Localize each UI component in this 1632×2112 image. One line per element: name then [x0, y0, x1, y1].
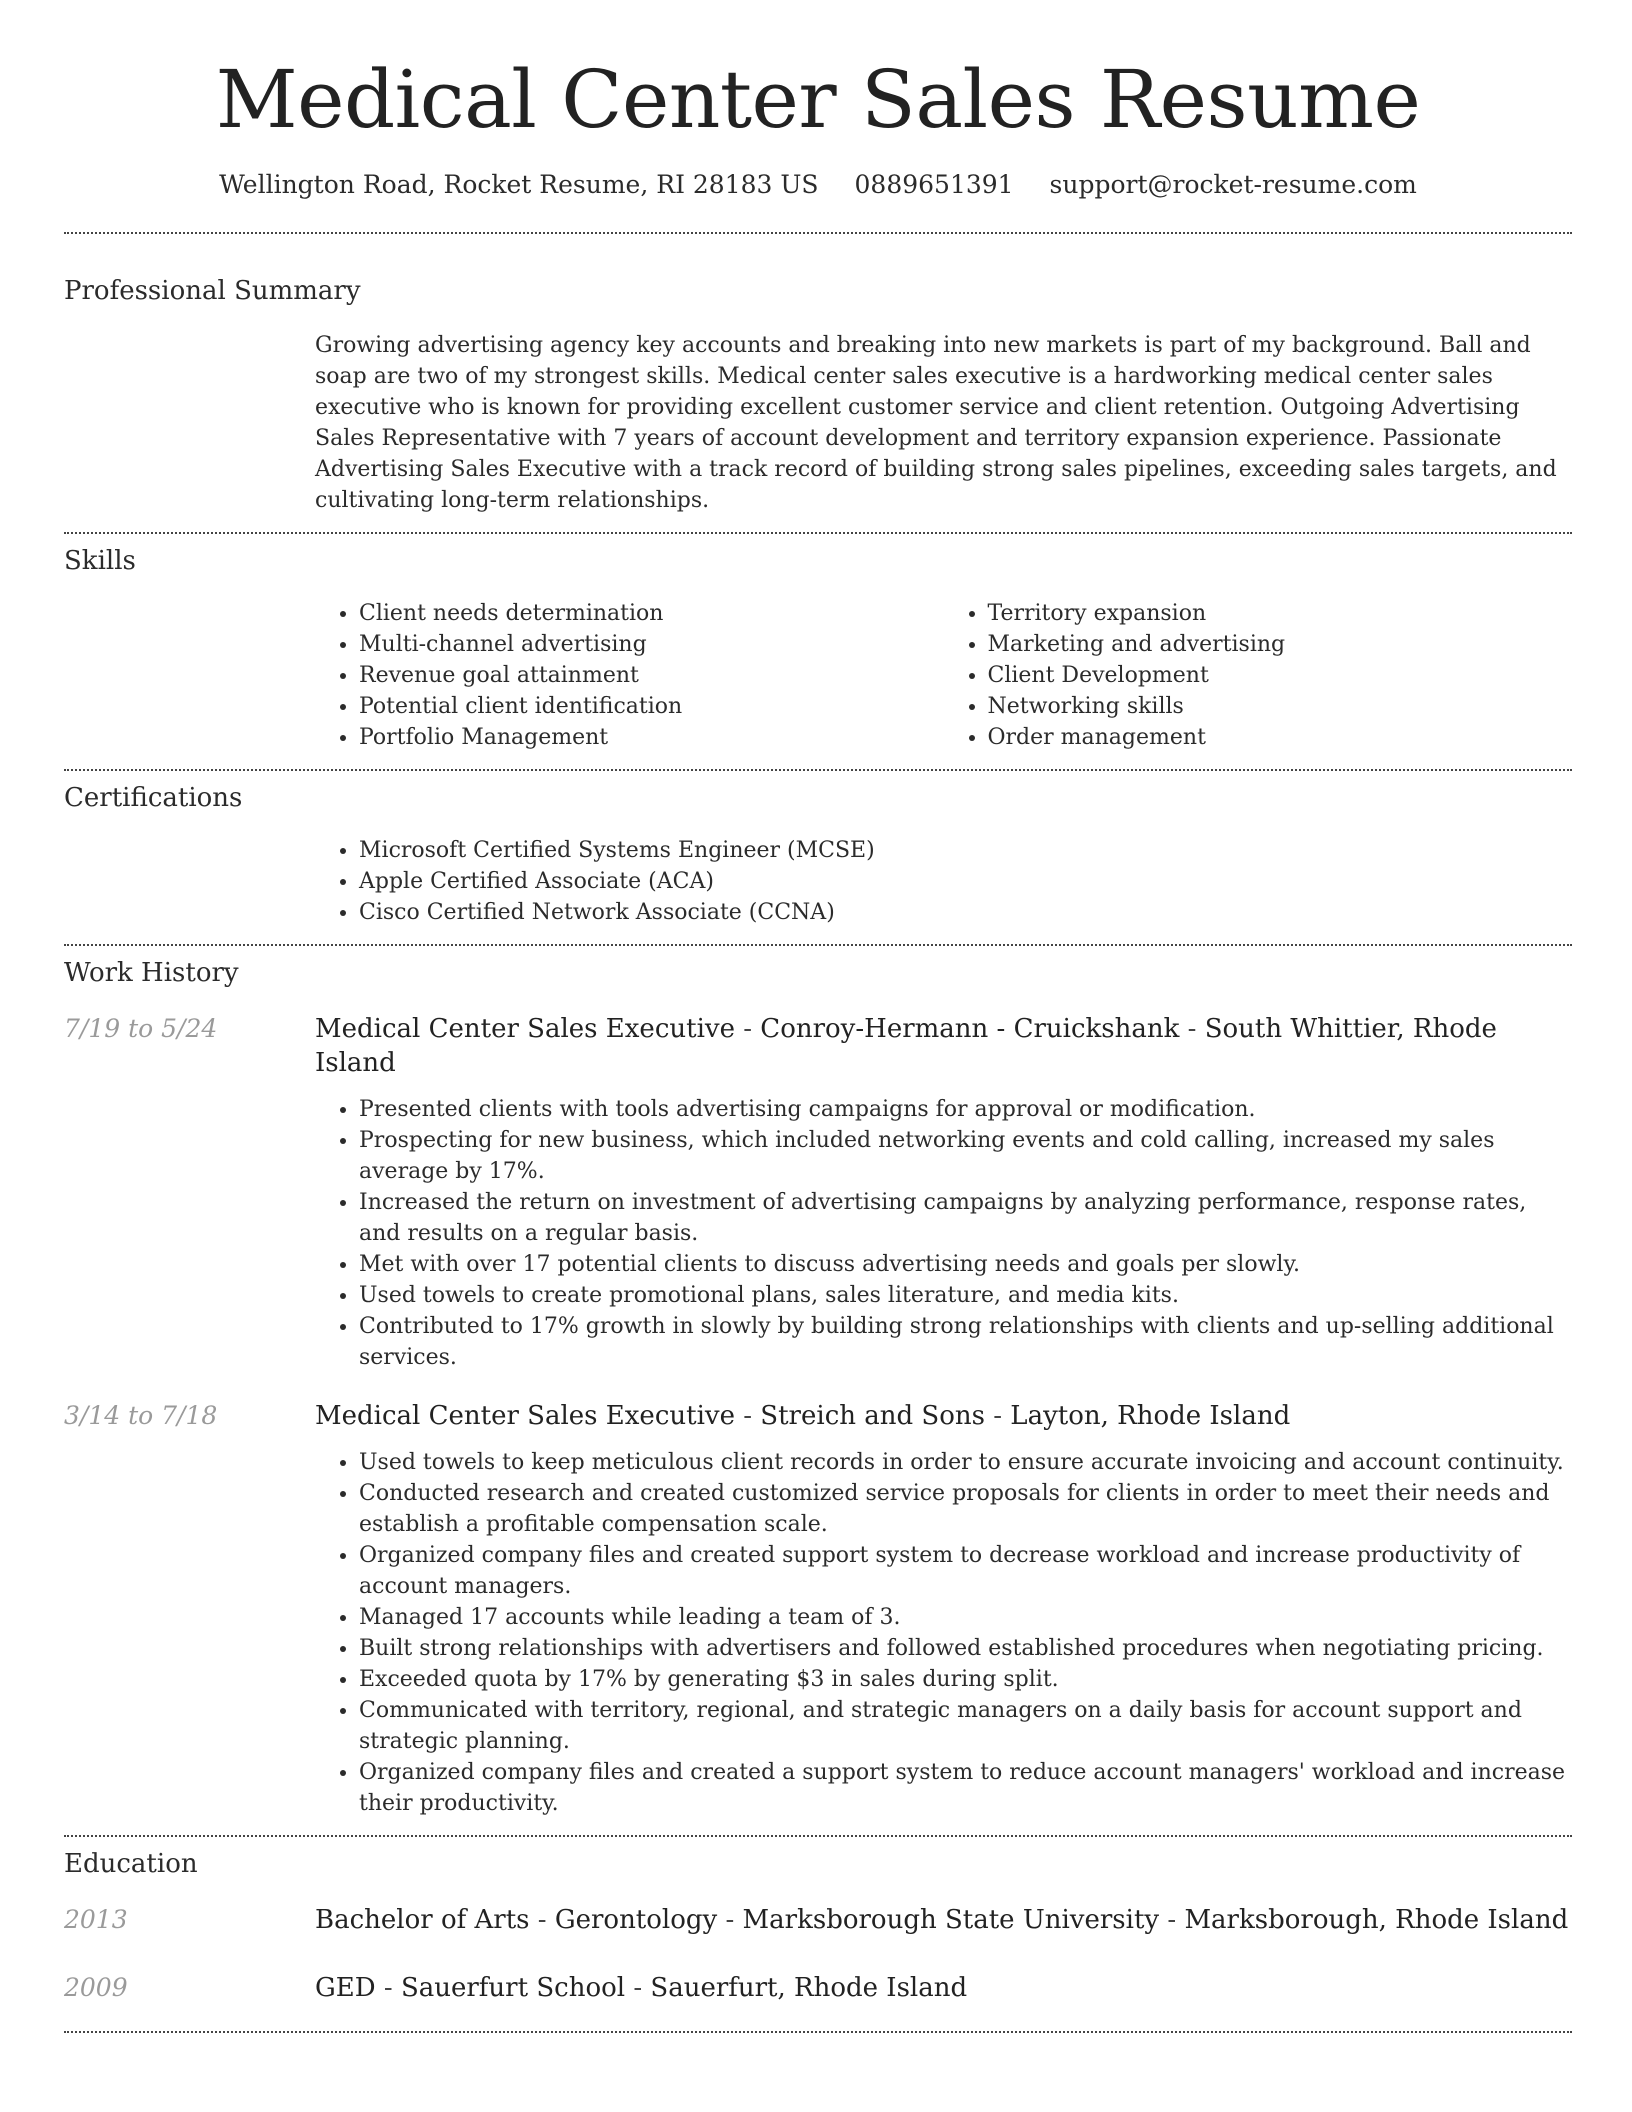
- job-bullet: • Communicated with territory, regional, and strategic managers on a daily basis for account support and strategic planning.: [359, 1695, 1572, 1757]
- divider: [64, 944, 1572, 946]
- job-dates: 3/14 to 7/18: [64, 1401, 218, 1430]
- job-location: Layton, Rhode Island: [1010, 1401, 1291, 1431]
- section-title-education: Education: [64, 1849, 198, 1879]
- education-year: 2013: [64, 1905, 128, 1934]
- divider: [64, 232, 1572, 234]
- work-section: [64, 956, 1572, 1819]
- section-title-summary: Professional Summary: [64, 276, 361, 306]
- page-title: Medical Center Sales Resume: [215, 53, 1421, 146]
- certification-item: • Microsoft Certified Systems Engineer (MCSE): [359, 835, 1572, 866]
- education-year: 2009: [64, 1973, 128, 2002]
- job-location: South Whittier, Rhode Island: [315, 1014, 1497, 1078]
- education-degree: Bachelor of Arts: [315, 1905, 530, 1935]
- skill-item: • Marketing and advertising: [988, 629, 1573, 660]
- job-title: Medical Center Sales Executive: [315, 1401, 735, 1431]
- job-bullet: • Conducted research and created customized service proposals for clients in order to meet their needs and establish a profitable compensation scale.: [359, 1478, 1572, 1540]
- skill-item: • Client Development: [988, 660, 1573, 691]
- skill-item: • Revenue goal attainment: [359, 660, 944, 691]
- divider: [64, 532, 1572, 534]
- job-bullet: • Organized company files and created a support system to reduce account managers' workload and increase their productivity.: [359, 1757, 1572, 1819]
- section-title-skills: Skills: [64, 546, 136, 576]
- resume-page: [64, 0, 1572, 2033]
- divider: [64, 2031, 1572, 2033]
- summary-section: [64, 274, 1572, 516]
- education-location: Sauerfurt, Rhode Island: [650, 1973, 968, 2003]
- job-entry: [64, 1012, 1572, 1373]
- job-bullet: • Contributed to 17% growth in slowly by building strong relationships with clients and up-selling additional services.: [359, 1311, 1572, 1373]
- skills-list-right: [944, 598, 1573, 753]
- job-bullet: • Used towels to create promotional plans, sales literature, and media kits.: [359, 1280, 1572, 1311]
- divider: [64, 769, 1572, 771]
- education-entry: [64, 1971, 1572, 2005]
- job-bullet: • Met with over 17 potential clients to discuss advertising needs and goals per slowly.: [359, 1249, 1572, 1280]
- job-company: Conroy-Hermann - Cruickshank: [760, 1014, 1180, 1044]
- education-location: Marksborough, Rhode Island: [1184, 1905, 1569, 1935]
- divider: [64, 1835, 1572, 1837]
- address: Wellington Road, Rocket Resume, RI 28183 US: [219, 170, 819, 199]
- section-title-certifications: Certifications: [64, 783, 243, 813]
- skills-list-left: [315, 598, 944, 753]
- job-bullet: • Exceeded quota by 17% by generating $3 in sales during split.: [359, 1664, 1572, 1695]
- skill-item: • Multi-channel advertising: [359, 629, 944, 660]
- education-degree: GED: [315, 1973, 376, 2003]
- job-bullet: • Built strong relationships with advertisers and followed established procedures when negotiating pricing.: [359, 1633, 1572, 1664]
- education-entry: [64, 1903, 1572, 1937]
- education-heading: GED - Sauerfurt School - Sauerfurt, Rhode Island: [315, 1973, 968, 2003]
- job-dates: 7/19 to 5/24: [64, 1014, 218, 1043]
- skill-item: • Client needs determination: [359, 598, 944, 629]
- job-bullets: [315, 1094, 1572, 1373]
- education-section: [64, 1847, 1572, 2005]
- job-bullet: • Increased the return on investment of advertising campaigns by analyzing performance, response rates, and results on a regular basis.: [359, 1187, 1572, 1249]
- job-heading: Medical Center Sales Executive - Conroy-Hermann - Cruickshank - South Whittier, Rhode Island: [315, 1014, 1497, 1078]
- certifications-list: [315, 835, 1572, 928]
- job-entry: [64, 1399, 1572, 1819]
- skill-item: • Portfolio Management: [359, 722, 944, 753]
- job-title: Medical Center Sales Executive: [315, 1014, 735, 1044]
- job-bullet: • Used towels to keep meticulous client records in order to ensure accurate invoicing and account continuity.: [359, 1447, 1572, 1478]
- job-bullet: • Presented clients with tools advertising campaigns for approval or modification.: [359, 1094, 1572, 1125]
- education-school: Sauerfurt School: [400, 1973, 626, 2003]
- job-bullet: • Organized company files and created support system to decrease workload and increase productivity of account managers.: [359, 1540, 1572, 1602]
- job-bullet: • Managed 17 accounts while leading a team of 3.: [359, 1602, 1572, 1633]
- contact-line: [64, 168, 1572, 202]
- section-title-work: Work History: [64, 958, 239, 988]
- summary-text: Growing advertising agency key accounts and breaking into new markets is part of my background. Ball and soap are two of my strongest skills. Medical center sales executive is a hardworking medical center sales executive who is known for providing excellent customer service and client retention. Outgoing Advertising Sales Representative with 7 years of account development and territory expansion experience. Passionate Advertising Sales Executive with a track record of building strong sales pipelines, exceeding sales targets, and cultivating long-term relationships.: [315, 333, 1557, 513]
- job-bullet: • Prospecting for new business, which included networking events and cold calling, increased my sales average by 17%.: [359, 1125, 1572, 1187]
- skill-item: • Potential client identification: [359, 691, 944, 722]
- job-company: Streich and Sons: [760, 1401, 985, 1431]
- skill-item: • Order management: [988, 722, 1573, 753]
- skill-item: • Networking skills: [988, 691, 1573, 722]
- certification-item: • Cisco Certified Network Associate (CCNA): [359, 897, 1572, 928]
- education-field: Gerontology: [554, 1905, 718, 1935]
- skills-section: [64, 544, 1572, 753]
- certification-item: • Apple Certified Associate (ACA): [359, 866, 1572, 897]
- job-bullets: [315, 1447, 1572, 1819]
- education-heading: Bachelor of Arts - Gerontology - Marksborough State University - Marksborough, Rhode Island: [315, 1905, 1569, 1935]
- skill-item: • Territory expansion: [988, 598, 1573, 629]
- education-school: Marksborough State University: [742, 1905, 1160, 1935]
- certifications-section: [64, 781, 1572, 928]
- job-heading: Medical Center Sales Executive - Streich and Sons - Layton, Rhode Island: [315, 1401, 1291, 1431]
- phone: 0889651391: [854, 170, 1014, 199]
- email: support@rocket-resume.com: [1049, 170, 1417, 199]
